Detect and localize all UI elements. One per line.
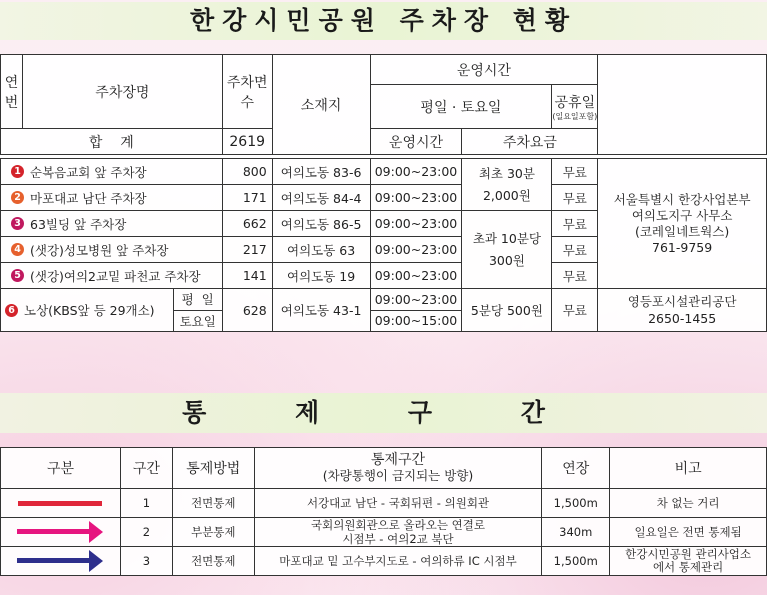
number-badge: 3 <box>11 217 24 230</box>
location: 여의도동 84-4 <box>272 185 370 211</box>
header-spaces: 주차면수 <box>222 55 272 129</box>
section: 3 <box>120 547 172 576</box>
parking-name: 2 마포대교 남단 주차장 <box>1 185 223 211</box>
type-arrow <box>1 518 121 547</box>
hours: 09:00~23:00 <box>370 159 462 185</box>
table-row <box>1 159 767 185</box>
header-op-hours: 운영시간 <box>370 129 462 155</box>
area: 서강대교 남단 - 국회뒤편 - 의원회관 <box>254 489 542 518</box>
section: 1 <box>120 489 172 518</box>
section-title: 통 제 구 간 <box>0 393 767 433</box>
length: 1,500m <box>542 489 610 518</box>
parking-name: 5 (샛강)여의2교밑 파천교 주차장 <box>1 263 223 289</box>
header-name: 주차장명 <box>22 55 222 129</box>
hours-weekday: 09:00~23:00 <box>370 289 462 311</box>
location: 여의도동 19 <box>272 263 370 289</box>
hours: 09:00~23:00 <box>370 185 462 211</box>
location: 여의도동 43-1 <box>272 289 370 332</box>
number-badge: 6 <box>5 304 18 317</box>
location: 여의도동 63 <box>272 237 370 263</box>
holiday: 무료 <box>552 289 598 332</box>
fee-excess: 초과 10분당 300원 <box>462 211 552 289</box>
hours-sat: 09:00~15:00 <box>370 310 462 332</box>
type-line <box>1 489 121 518</box>
control-table <box>0 447 767 576</box>
parking-name: 3 63빌딩 앞 주차장 <box>1 211 223 237</box>
number-badge: 2 <box>11 191 24 204</box>
header-method: 통제방법 <box>172 448 254 489</box>
hours: 09:00~23:00 <box>370 211 462 237</box>
magenta-arrow-icon <box>17 526 103 538</box>
header-manager <box>598 55 767 155</box>
header-area <box>254 448 542 489</box>
navy-arrow-icon <box>17 555 103 567</box>
parking-name: 4 (샛강)성모병원 앞 주차장 <box>1 237 223 263</box>
spaces: 141 <box>222 263 272 289</box>
header-weekday-sat: 평일 · 토요일 <box>370 85 552 129</box>
table-row <box>1 489 767 518</box>
area: 국회의원회관으로 올라오는 연결로 시점부 - 여의2교 북단 <box>254 518 542 547</box>
holiday: 무료 <box>552 211 598 237</box>
hours: 09:00~23:00 <box>370 237 462 263</box>
header-holiday <box>552 85 598 129</box>
header-area-sub: (차량통행이 금지되는 방향) <box>322 468 474 483</box>
weekday-label: 평 일 <box>174 289 222 311</box>
header-holiday-label: 공휴일 <box>554 95 596 111</box>
spaces: 662 <box>222 211 272 237</box>
red-line-icon <box>18 501 102 506</box>
holiday: 무료 <box>552 237 598 263</box>
header-holiday-sub: (일요일포함) <box>552 112 598 121</box>
note: 차 없는 거리 <box>610 489 767 518</box>
header-length: 연장 <box>542 448 610 489</box>
location: 여의도동 83-6 <box>272 159 370 185</box>
method: 부분통제 <box>172 518 254 547</box>
holiday: 무료 <box>552 263 598 289</box>
header-op-hours-group: 운영시간 <box>370 55 598 85</box>
header-note: 비고 <box>610 448 767 489</box>
length: 340m <box>542 518 610 547</box>
hours: 09:00~23:00 <box>370 263 462 289</box>
header-type: 구분 <box>1 448 121 489</box>
spaces: 171 <box>222 185 272 211</box>
length: 1,500m <box>542 547 610 576</box>
note: 한강시민공원 관리사업소 에서 통제관리 <box>610 547 767 576</box>
total-label: 합 계 <box>1 129 223 155</box>
parking-name: 1 순복음교회 앞 주차장 <box>1 159 223 185</box>
holiday: 무료 <box>552 185 598 211</box>
header-area-label: 통제구간 <box>370 452 426 468</box>
fee-initial: 최초 30분 2,000원 <box>462 159 552 211</box>
spaces: 628 <box>222 289 272 332</box>
note: 일요일은 전면 통제됨 <box>610 518 767 547</box>
sat-label: 토요일 <box>179 313 216 329</box>
manager-b: 영등포시설관리공단 2650-1455 <box>598 289 767 332</box>
header-location: 소재지 <box>272 55 370 155</box>
number-badge: 4 <box>11 243 24 256</box>
area: 마포대교 밑 고수부지도로 - 여의하류 IC 시점부 <box>254 547 542 576</box>
page-title: 한강시민공원 주차장 현황 <box>0 2 767 40</box>
method: 전면통제 <box>172 547 254 576</box>
method: 전면통제 <box>172 489 254 518</box>
spaces: 217 <box>222 237 272 263</box>
fee: 5분당 500원 <box>462 289 552 332</box>
parking-table <box>0 54 767 332</box>
header-no: 연번 <box>1 55 23 129</box>
table-row <box>1 547 767 576</box>
header-fee: 주차요금 <box>462 129 598 155</box>
parking-name: 6 노상(KBS앞 등 29개소) 평 일 토요일 <box>1 289 223 332</box>
header-section: 구간 <box>120 448 172 489</box>
table-row <box>1 518 767 547</box>
number-badge: 5 <box>11 269 24 282</box>
section: 2 <box>120 518 172 547</box>
manager-a: 서울특별시 한강사업본부 여의도지구 사무소 (코레일네트웍스) 761-9759 <box>598 159 767 289</box>
type-arrow <box>1 547 121 576</box>
spaces: 800 <box>222 159 272 185</box>
table-row <box>1 289 767 311</box>
total-spaces: 2619 <box>222 129 272 155</box>
location: 여의도동 86-5 <box>272 211 370 237</box>
number-badge: 1 <box>11 165 24 178</box>
holiday: 무료 <box>552 159 598 185</box>
